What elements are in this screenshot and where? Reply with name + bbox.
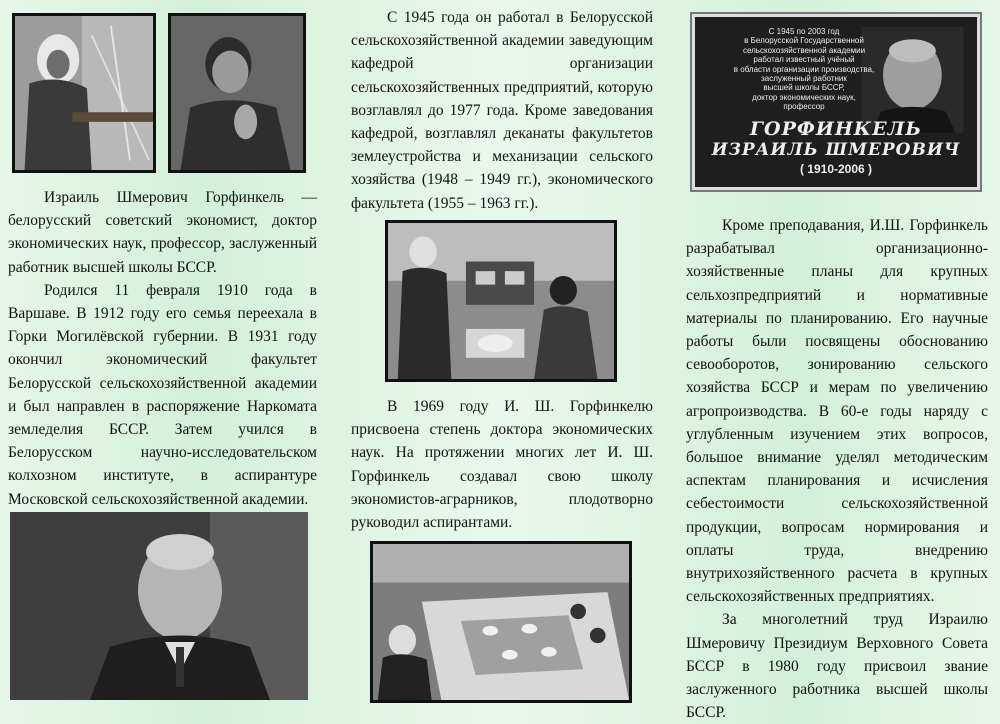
memorial-plaque — [692, 14, 980, 190]
plaque-inscription: С 1945 по 2003 год в Белорусской Государственной сельскохозяйственной академии работал известный учёный в области организации производства, заслуженный работник высшей школы БССР, доктор экономических наук, профессор — [733, 27, 875, 112]
plaque-surname: ГОРФИНКЕЛЬ — [749, 118, 923, 140]
degree-paragraph — [351, 395, 653, 534]
work-text: Кроме преподавания, И.Ш. Горфинкель разрабатывал организационно-хозяйственные планы для крупных сельхозпредприятий и нормативные материалы по планированию. Его научные работы были посвящены обоснованию севооборотов, зонированию сельского хозяйства БССР и мерам по увеличению агропроизводства. В 60-е годы наряду с углубленным изучением этих вопросов, большое внимание уделял методическим аспектам планирования и исчисления себестоимости сельскохозяйственной продукции, вопросам нормирования и оплаты труда, внедрению внутрихозяйственного расчета в крупных сельскохозяйственных предприятиях. — [686, 217, 988, 606]
photo-mother-weaving — [12, 13, 156, 173]
career-paragraph — [351, 6, 653, 215]
work-paragraph — [686, 214, 988, 724]
intro-paragraph — [8, 186, 317, 511]
photo-portrait-gorfinkel — [10, 512, 308, 700]
career-text: С 1945 года он работал в Белорусской сельскохозяйственной академии заведующим кафедрой организации сельскохозяйственных предприятий, которую возглавлял до 1977 года. Кроме заведования кафедрой, возглавлял деканаты факультетов землеустройства и механизации сельского хозяйства (1948 – 1949 гг.), экономического факультета (1955 – 1963 гг.). — [351, 9, 653, 212]
photo-classroom — [370, 541, 632, 703]
plaque-years: ( 1910-2006 ) — [799, 162, 873, 176]
award-text: За многолетний труд Израилю Шмеровичу Президиум Верховного Совета БССР в 1980 году присвоил звание заслуженного работника высшей школы БССР. — [686, 611, 988, 722]
plaque-name: ИЗРАИЛЬ ШМЕРОВИЧ — [711, 140, 961, 160]
photo-lab-lecture — [385, 220, 617, 382]
photo-young-gorfinkel — [168, 13, 306, 173]
bio-text: Родился 11 февраля 1910 года в Варшаве. В 1912 году его семья переехала в Горки Могилёвской губернии. В 1931 году окончил экономический факультет Белорусской сельскохозяйственной академии и был направлен в распоряжение Наркомата земледелия БССР. Затем учился в Белорусском научно-исследовательском колхозном институте, в аспирантуре Московской сельскохозяйственной академии. — [8, 281, 317, 508]
intro-text: Израиль Шмерович Горфинкель — белорусский советский экономист, доктор экономических наук, профессор, заслуженный работник высшей школы БССР. — [8, 189, 317, 276]
degree-text: В 1969 году И. Ш. Горфинкелю присвоена степень доктора экономических наук. На протяжении многих лет И. Ш. Горфинкель создавал свою школу экономистов-аграрников, плодотворно руководил аспирантами. — [351, 398, 653, 532]
